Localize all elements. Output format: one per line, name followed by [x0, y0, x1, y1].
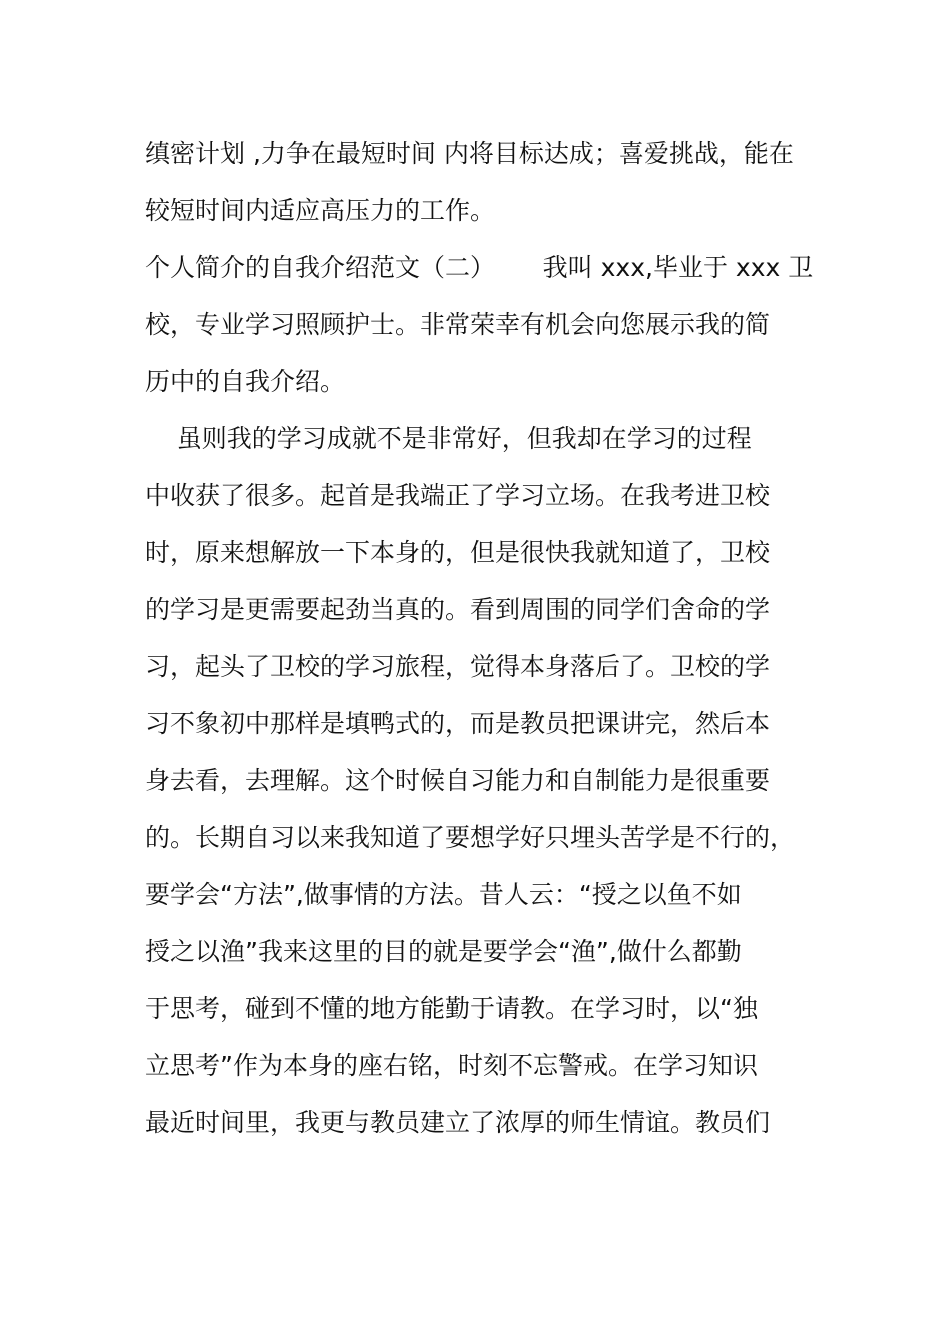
text-line: 的。长期自习以来我知道了要想学好只埋头苦学是不行的，	[145, 823, 796, 852]
text-line: 历中的自我介绍。	[145, 367, 346, 396]
text-line: 较短时间内适应高压力的工作。	[145, 196, 496, 225]
text-line: 习不象初中那样是填鸭式的，而是教员把课讲完，然后本	[145, 709, 771, 738]
text-line: 校，专业学习照顾护士。非常荣幸有机会向您展示我的简	[145, 310, 771, 339]
body-text	[145, 125, 815, 1151]
text-line: 时，原来想解放一下本身的，但是很快我就知道了，卫校	[145, 538, 771, 567]
paragraph-start-line: 虽则我的学习成就不是非常好，但我却在学习的过程	[145, 424, 752, 453]
text-line: 的学习是更需要起劲当真的。看到周围的同学们舍命的学	[145, 595, 771, 624]
text-line: 最近时间里，我更与教员建立了浓厚的师生情谊。教员们	[145, 1108, 771, 1137]
text-line: 缜密计划 ,力争在最短时间 内将目标达成；喜爱挑战，能在	[145, 139, 794, 168]
text-line: 授之以渔”我来这里的目的就是要学会“渔”,做什么都勤	[145, 937, 742, 966]
text-line: 要学会“方法”,做事情的方法。昔人云：“授之以鱼不如	[145, 880, 742, 909]
text-line: 立思考”作为本身的座右铭，时刻不忘警戒。在学习知识	[145, 1051, 758, 1080]
text-line: 中收获了很多。起首是我端正了学习立场。在我考进卫校	[145, 481, 771, 510]
text-line: 于思考，碰到不懂的地方能勤于请教。在学习时，以“独	[145, 994, 758, 1023]
text-line: 习，起头了卫校的学习旅程，觉得本身落后了。卫校的学	[145, 652, 771, 681]
section-heading-line: 个人简介的自我介绍范文（二） 我叫 xxx,毕业于 xxx 卫	[145, 253, 814, 282]
text-line: 身去看，去理解。这个时候自习能力和自制能力是很重要	[145, 766, 771, 795]
